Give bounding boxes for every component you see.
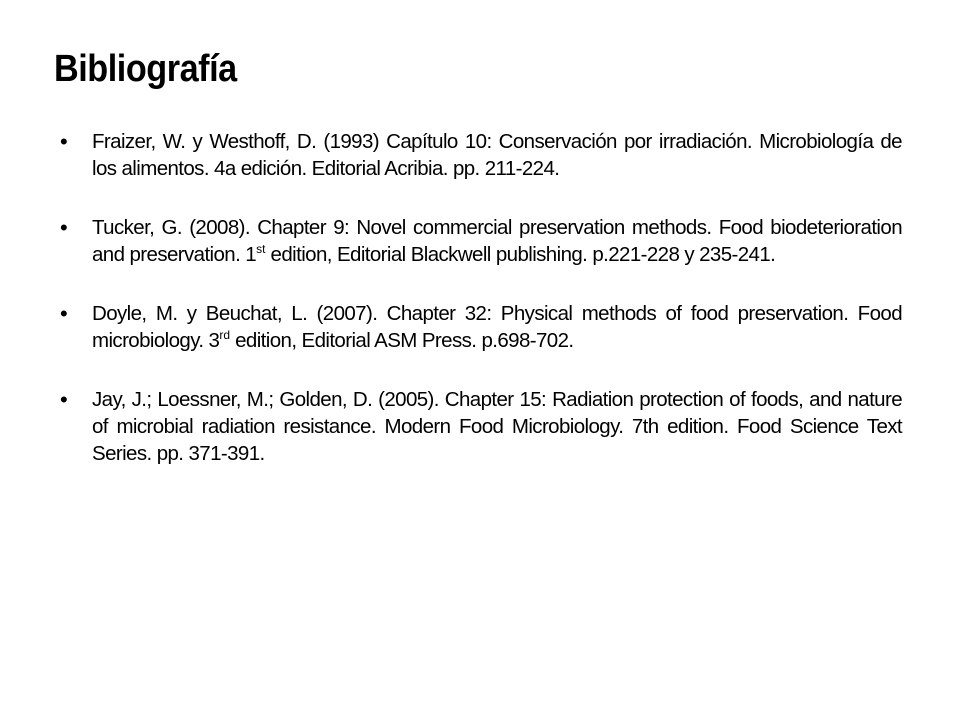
- reference-text-main: Doyle, M. y Beuchat, L. (2007). Chapter 32: Physical methods of food preservation. Food microbiology. 3: [92, 302, 902, 352]
- reference-text: [92, 300, 902, 354]
- bullet-icon: •: [60, 387, 68, 412]
- reference-item-4: [60, 386, 902, 467]
- bullet-icon: •: [60, 215, 68, 240]
- slide-title: Bibliografía: [54, 48, 237, 90]
- reference-text-main: Fraizer, W. y Westhoff, D. (1993) Capítulo 10: Conservación por irradiación. Microbiología de los alimentos. 4a edición. Editorial Acribia. pp. 211-224.: [92, 130, 902, 180]
- reference-item-1: [60, 128, 902, 182]
- reference-text-main: Jay, J.; Loessner, M.; Golden, D. (2005). Chapter 15: Radiation protection of foods, and nature of microbial radiation resistance. Modern Food Microbiology. 7th edition. Food Science Text Series. pp. 371-391.: [92, 388, 902, 465]
- reference-item-2: [60, 214, 902, 268]
- ordinal-superscript: st: [256, 242, 266, 257]
- reference-text: [92, 214, 902, 268]
- reference-text-main: Tucker, G. (2008). Chapter 9: Novel commercial preservation methods. Food biodeterioration and preservation. 1: [92, 216, 902, 266]
- bibliography-list: [60, 128, 902, 499]
- reference-text: [92, 386, 902, 467]
- bullet-icon: •: [60, 129, 68, 154]
- reference-text: [92, 128, 902, 182]
- reference-text-tail: edition, Editorial ASM Press. p.698-702.: [230, 329, 574, 352]
- reference-item-3: [60, 300, 902, 354]
- ordinal-superscript: rd: [219, 328, 231, 343]
- reference-text-tail: edition, Editorial Blackwell publishing. p.221-228 y 235-241.: [265, 243, 776, 266]
- bullet-icon: •: [60, 301, 68, 326]
